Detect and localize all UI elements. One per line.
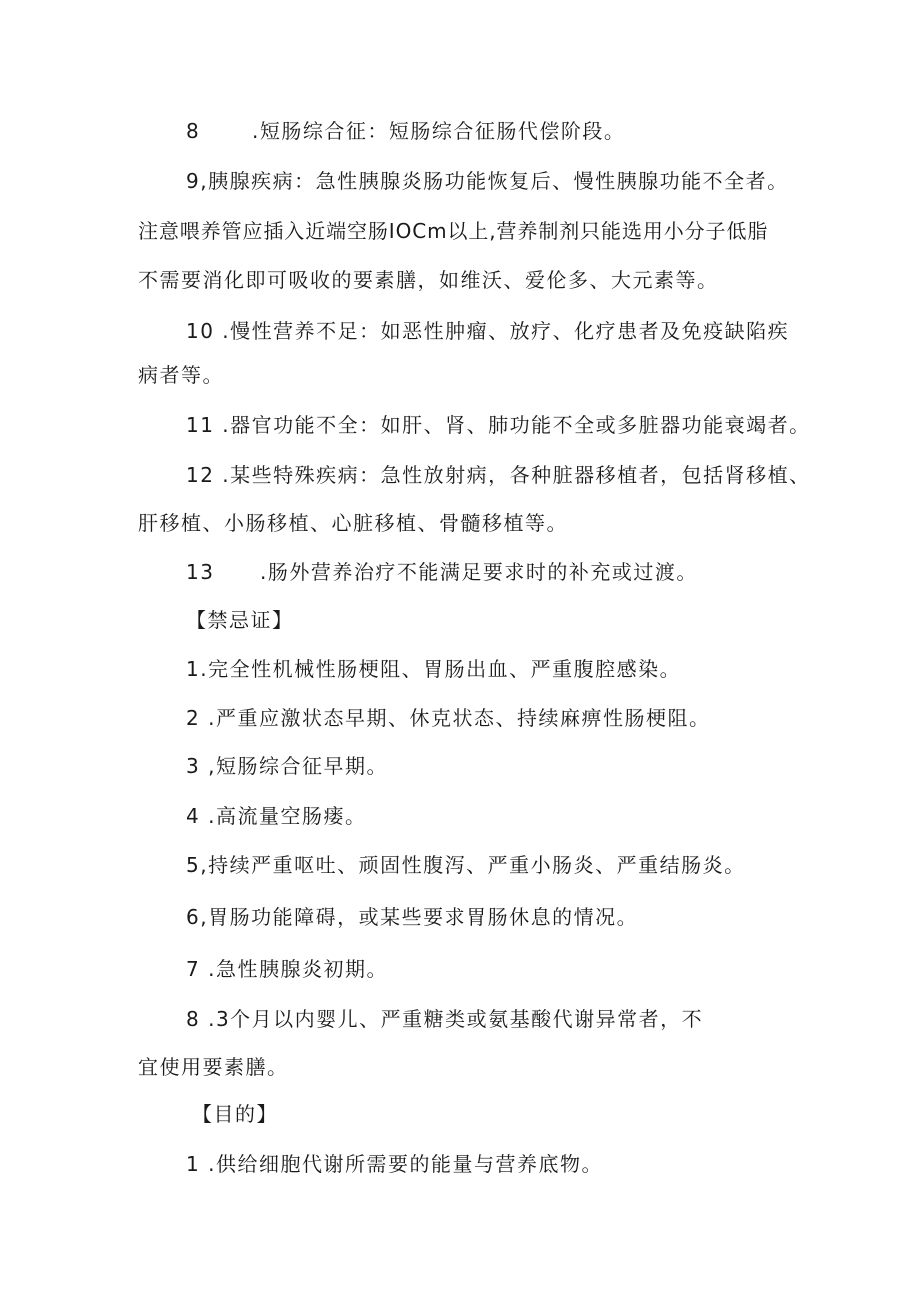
section-heading-purpose: 【目的】	[192, 1102, 278, 1126]
item-text: .肠外营养治疗不能满足要求时的补充或过渡。	[260, 560, 698, 584]
indication-9-cont-1: 注意喂养管应插入近端空肠IOCm以上,营养制剂只能选用小分子低脂	[138, 219, 769, 243]
indication-9: 9,胰腺疾病：急性胰腺炎肠功能恢复后、慢性胰腺功能不全者。	[186, 169, 789, 193]
purpose-1: 1 .供给细胞代谢所需要的能量与营养底物。	[186, 1152, 603, 1176]
contraindication-2: 2 .严重应激状态早期、休克状态、持续麻痹性肠梗阻。	[186, 706, 711, 730]
section-heading-contraindications: 【禁忌证】	[186, 608, 294, 632]
item-number: 13	[186, 560, 215, 584]
indication-10: 10 .慢性营养不足：如恶性肿瘤、放疗、化疗患者及免疫缺陷疾	[186, 319, 790, 343]
indication-10-cont: 病者等。	[138, 363, 224, 387]
contraindication-8: 8 .3个月以内婴儿、严重糖类或氨基酸代谢异常者，不	[186, 1007, 704, 1031]
contraindication-3: 3 ,短肠综合征早期。	[186, 754, 388, 778]
indication-12: 12 .某些特殊疾病：急性放射病，各种脏器移植者，包括肾移植、	[186, 463, 811, 487]
contraindication-6: 6,胃肠功能障碍，或某些要求胃肠休息的情况。	[186, 905, 639, 929]
contraindication-1: 1.完全性机械性肠梗阻、胃肠出血、严重腹腔感染。	[186, 657, 682, 681]
contraindication-5: 5,持续严重呕吐、顽固性腹泻、严重小肠炎、严重结肠炎。	[186, 853, 746, 877]
item-text: .短肠综合征：短肠综合征肠代偿阶段。	[252, 119, 626, 143]
indication-12-cont: 肝移植、小肠移植、心脏移植、骨髓移植等。	[138, 511, 568, 535]
contraindication-7: 7 .急性胰腺炎初期。	[186, 957, 388, 981]
indication-11: 11 .器官功能不全：如肝、肾、肺功能不全或多脏器功能衰竭者。	[186, 413, 811, 437]
indication-13	[186, 558, 698, 586]
indication-9-cont-2: 不需要消化即可吸收的要素膳，如维沃、爱伦多、大元素等。	[138, 268, 719, 292]
contraindication-8-cont: 宜使用要素膳。	[138, 1055, 289, 1079]
indication-8	[186, 117, 625, 145]
item-number: 8	[186, 119, 201, 143]
contraindication-4: 4 .高流量空肠瘘。	[186, 804, 367, 828]
